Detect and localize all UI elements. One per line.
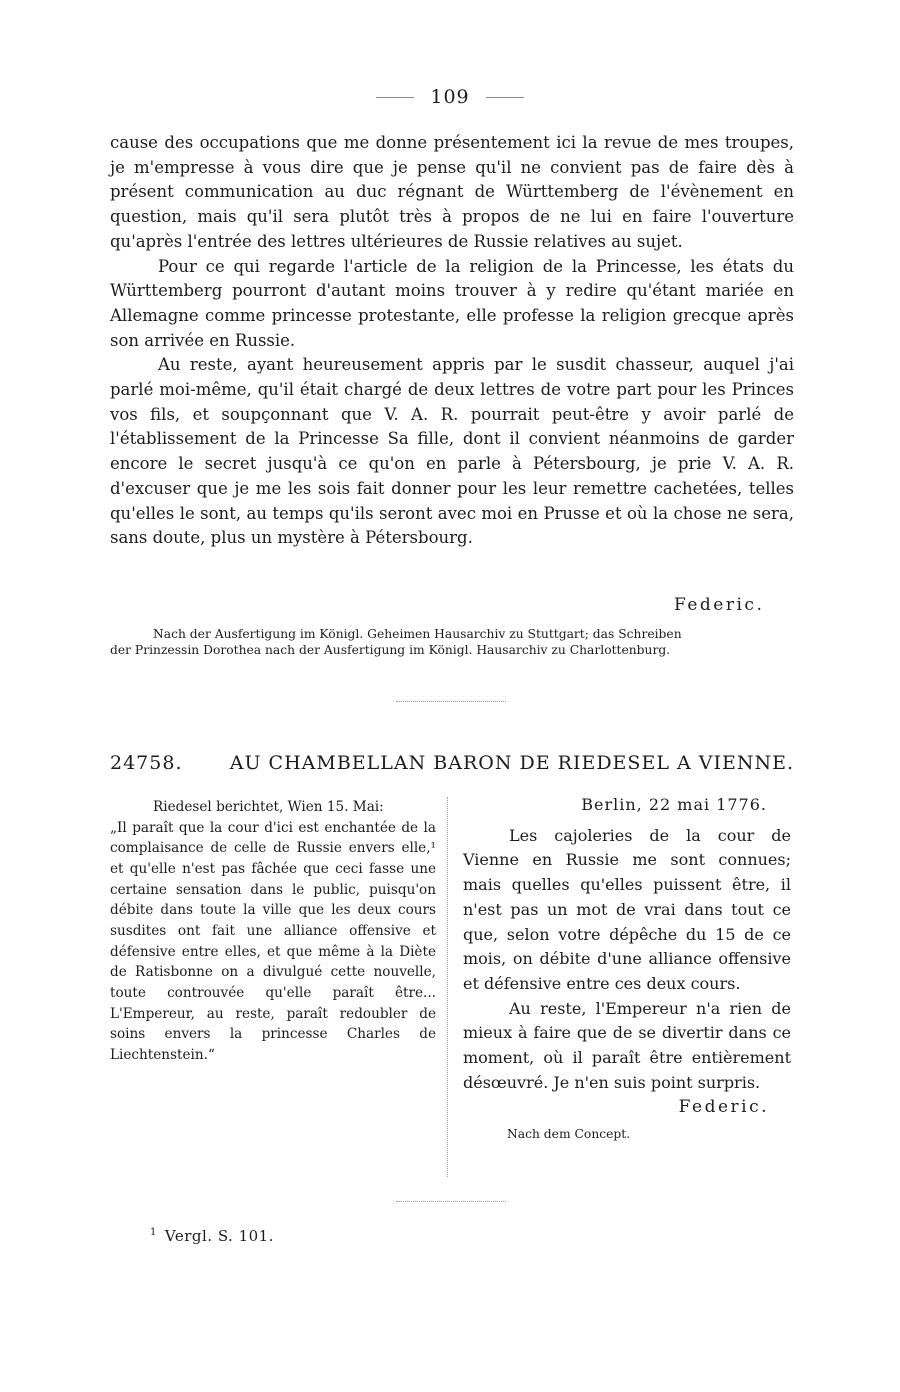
letter-title: AU CHAMBELLAN BARON DE RIEDESEL A VIENNE. bbox=[229, 752, 794, 774]
letter-paragraph-2: Au reste, l'Empereur n'a rien de mieux à faire que de se divertir dans ce moment, où il paraît être entièrement désœuvré. Je n'en suis point surpris. bbox=[463, 998, 791, 1092]
footnote-marker: 1 bbox=[150, 1227, 157, 1238]
page-header bbox=[0, 86, 900, 108]
footnote bbox=[150, 1227, 274, 1245]
report-summary bbox=[110, 797, 436, 1066]
page-number: 109 bbox=[430, 86, 470, 108]
closing-line bbox=[463, 1095, 791, 1120]
paragraph-1: cause des occupations que me donne présentement ici la revue de mes troupes, je m'empresse à vous dire que je pense qu'il ne convient pas de faire dès à présent communication au duc régnant de Württemberg de l'évènement en question, mais qu'il sera plutôt très à propos de ne lui en faire l'ouverture qu'après l'entrée des lettres ultérieures de Russie relatives au sujet. bbox=[110, 133, 794, 251]
paragraph-3: Au reste, ayant heureusement appris par le susdit chasseur, auquel j'ai parlé moi-même, qu'il était chargé de deux lettres de votre part pour les Princes vos fils, et soupçonnant que V. A. R. pourrait peut-être y avoir parlé de l'établissement de la Princesse Sa fille, dont il convient néanmoins de garder encore le secret jusqu'à ce qu'on en parle à Pétersbourg, je prie V. A. R. d'excuser que je me les sois fait donner pour les leur remettre cachetées, telles qu'elles le sont, au temps qu'ils seront avec moi en Prusse et où la chose ne sera, sans doute, plus un mystère à Pétersbourg. bbox=[110, 355, 794, 548]
letter-source: Nach dem Concept. bbox=[507, 1127, 631, 1142]
section-separator bbox=[396, 701, 506, 702]
column-divider bbox=[447, 797, 448, 1177]
letter-paragraph-1: Les cajoleries de la cour de Vienne en Russie me sont connues; mais quelles qu'elles puissent être, il n'est pas un mot de vrai dans tout ce que, selon votre dépêche du 15 de ce mois, on débite d'une alliance offensive et défensive entre ces deux cours. bbox=[463, 825, 791, 993]
header-rule-left bbox=[376, 97, 414, 98]
source-note bbox=[110, 626, 794, 658]
main-letter-text bbox=[110, 131, 794, 551]
dateline: Berlin, 22 mai 1776. bbox=[581, 795, 767, 814]
paragraph-2: Pour ce qui regarde l'article de la religion de la Princesse, les états du Württemberg pourront d'autant moins trouver à y redire qu'étant mariée en Allemagne comme princesse protestante, elle professe la religion grecque après son arrivée en Russie. bbox=[110, 256, 794, 350]
header-rule-right bbox=[486, 97, 524, 98]
letter-signature: Federic. bbox=[678, 1097, 769, 1118]
footnote-text: Vergl. S. 101. bbox=[164, 1227, 274, 1245]
letter-body bbox=[463, 793, 791, 1147]
letter-heading bbox=[110, 752, 794, 774]
letter-number: 24758. bbox=[110, 752, 183, 774]
signature: Federic. bbox=[674, 595, 765, 615]
summary-title: Riedesel berichtet, Wien 15. Mai: bbox=[153, 799, 384, 815]
summary-quote: „Il paraît que la cour d'ici est enchantée de la complaisance de celle de Russie envers elle,¹ et qu'elle n'est pas fâchée que ceci fasse une certaine sensation dans le public, puisqu'on débite dans toute la ville que les deux cours susdites ont fait une alliance offensive et défensive entre elles, et que même à la Diète de Ratisbonne on a divulgué cette nouvelle, toute controuvée qu'elle paraît être... L'Empereur, au reste, paraît redoubler de soins envers la princesse Charles de Liechtenstein.“ bbox=[110, 819, 436, 1063]
footnote-separator bbox=[396, 1201, 506, 1202]
source-note-line-1: Nach der Ausfertigung im Königl. Geheimen Hausarchiv zu Stuttgart; das Schreiben bbox=[153, 627, 682, 641]
source-note-line-2: der Prinzessin Dorothea nach der Ausfertigung im Königl. Hausarchiv zu Charlottenburg. bbox=[110, 643, 671, 657]
